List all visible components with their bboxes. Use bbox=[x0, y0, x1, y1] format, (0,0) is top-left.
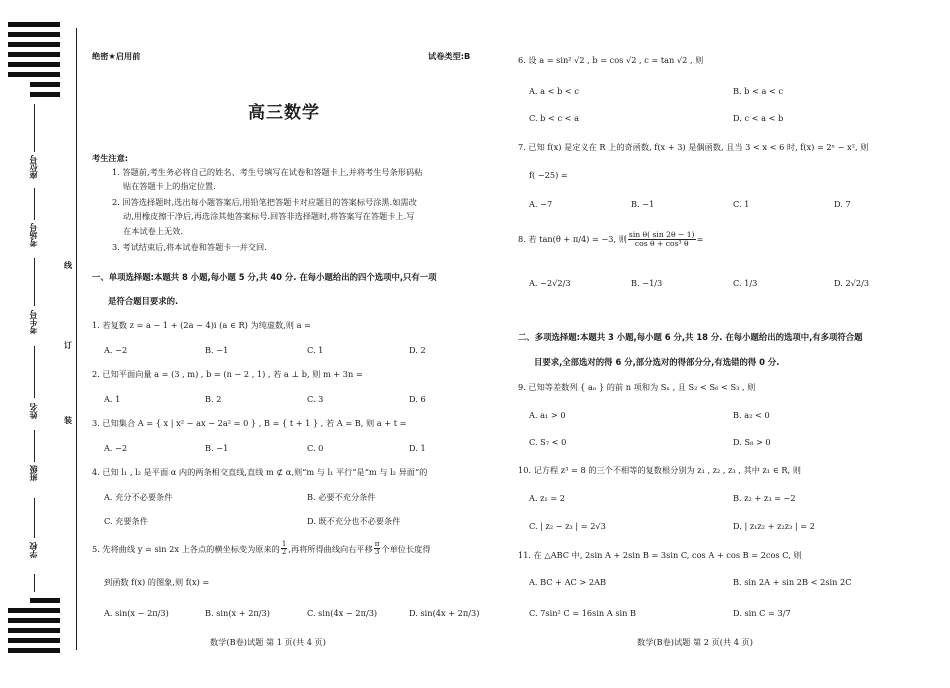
question-7-stem-cont: f( −25) = bbox=[529, 170, 568, 180]
q7-option-c: C. 1 bbox=[733, 199, 750, 209]
notice-line: 贴在答题卡上的指定位置. bbox=[123, 181, 216, 191]
q8-option-d: D. 2√2/3 bbox=[834, 278, 870, 288]
q3-option-c: C. 0 bbox=[307, 443, 324, 453]
fraction-pi-third: $\frac{\pi}{3}$ bbox=[374, 540, 380, 557]
binding-rule bbox=[76, 28, 77, 650]
q8-option-b: B. −1/3 bbox=[631, 278, 663, 288]
seal-bind-char: 订 bbox=[64, 341, 72, 350]
school-label: 学校 bbox=[29, 542, 38, 558]
q5-option-c: C. sin(4x − 2π/3) bbox=[307, 608, 378, 618]
q4-option-a: A. 充分不必要条件 bbox=[104, 492, 173, 502]
q9-option-c: C. S₇ < 0 bbox=[529, 437, 567, 447]
q2-option-a: A. 1 bbox=[104, 394, 121, 404]
q8-stem-part: 8. 若 tan(θ + π/4) = −3, 则 bbox=[518, 234, 627, 245]
notice-line: 1. 答题前,考生务必将自己的姓名、考生号填写在试卷和答题卡上,并将考生号条形码粘 bbox=[112, 167, 423, 177]
q11-option-a: A. BC + AC > 2AB bbox=[529, 577, 606, 587]
question-1-stem: 1. 若复数 z = a − 1 + (2a − 4)i (a ∈ R) 为纯虚数,则 a = bbox=[92, 320, 311, 330]
q7-option-a: A. −7 bbox=[529, 199, 553, 209]
section-1-heading-cont: 是符合题目要求的. bbox=[108, 296, 179, 306]
seal-line-char: 线 bbox=[64, 261, 72, 270]
paper-type: 试卷类型:B bbox=[428, 51, 471, 61]
q9-option-b: B. a₂ < 0 bbox=[733, 410, 770, 420]
seat-number-label: 座位号 bbox=[29, 155, 38, 179]
q4-option-d: D. 既不充分也不必要条件 bbox=[307, 516, 401, 526]
q3-option-b: B. −1 bbox=[205, 443, 229, 453]
exam-room-label: 考场号 bbox=[29, 223, 38, 247]
q3-option-a: A. −2 bbox=[104, 443, 128, 453]
q10-option-d: D. | z₁z₂ + z₂z₃ | = 2 bbox=[733, 521, 815, 531]
q4-option-b: B. 必要不充分条件 bbox=[307, 492, 376, 502]
q6-option-d: D. c < a < b bbox=[733, 113, 784, 123]
q9-option-d: D. S₈ > 0 bbox=[733, 437, 771, 447]
q8-fraction bbox=[628, 231, 696, 248]
notice-line: 3. 考试结束后,将本试卷和答题卡一并交回. bbox=[112, 242, 267, 252]
q1-option-c: C. 1 bbox=[307, 345, 324, 355]
q1-option-d: D. 2 bbox=[409, 345, 426, 355]
q10-option-c: C. | z₂ − z₃ | = 2√3 bbox=[529, 521, 606, 531]
question-7-stem: 7. 已知 f(x) 是定义在 R 上的奇函数, f(x + 3) 是偶函数, 且当 3 < x < 6 时, f(x) = 2ˣ − x², 则 bbox=[518, 142, 869, 152]
q2-option-b: B. 2 bbox=[205, 394, 222, 404]
page-1-footer: 数学(B卷)试题 第 1 页(共 4 页) bbox=[210, 637, 326, 647]
question-2-stem: 2. 已知平面向量 a = (3 , m) , b = (n − 2 , 1) , 若 a ⊥ b, 则 m + 3n = bbox=[92, 369, 363, 379]
q5-stem-part: 5. 先将曲线 y = sin 2x 上各点的横坐标变为原来的 bbox=[92, 543, 280, 554]
question-9-stem: 9. 已知等差数列 { aₙ } 的前 n 项和为 Sₙ , 且 S₂ < S₆ < S₃ , 则 bbox=[518, 382, 756, 392]
q5-option-d: D. sin(4x + 2π/3) bbox=[409, 608, 480, 618]
q8-option-a: A. −2√2/3 bbox=[529, 278, 571, 288]
q7-option-b: B. −1 bbox=[631, 199, 655, 209]
q11-option-b: B. sin 2A + sin 2B < 2sin 2C bbox=[733, 577, 852, 587]
question-11-stem: 11. 在 △ABC 中, 2sin A + 2sin B = 3sin C, cos A + cos B = 2cos C, 则 bbox=[518, 550, 802, 560]
confidential-mark: 绝密★启用前 bbox=[92, 51, 141, 61]
q7-option-d: D. 7 bbox=[834, 199, 851, 209]
class-label: 班级 bbox=[29, 465, 38, 481]
section-2-heading-cont: 目要求,全部选对的得 6 分,部分选对的得部分分,有选错的得 0 分. bbox=[534, 357, 780, 367]
question-6-stem: 6. 设 a = sin² √2 , b = cos √2 , c = tan √2 , 则 bbox=[518, 55, 704, 65]
question-5-stem bbox=[92, 541, 431, 557]
q11-option-d: D. sin C = 3/7 bbox=[733, 608, 791, 618]
notice-line: 动,用橡皮擦干净后,再选涂其他答案标号.回答非选择题时,将答案写在答题卡上.写 bbox=[123, 211, 415, 221]
q2-option-c: C. 3 bbox=[307, 394, 324, 404]
question-4-stem: 4. 已知 l₁ , l₂ 是平面 α 内的两条相交直线,直线 m ⊄ α,则“m 与 l₁ 平行”是“m 与 l₂ 异面”的 bbox=[92, 467, 428, 477]
q6-option-b: B. b < a < c bbox=[733, 86, 784, 96]
q5-option-b: B. sin(x + 2π/3) bbox=[205, 608, 270, 618]
q1-option-a: A. −2 bbox=[104, 345, 128, 355]
section-1-heading: 一、单项选择题:本题共 8 小题,每小题 5 分,共 40 分. 在每小题给出的四个选项中,只有一项 bbox=[92, 272, 437, 282]
seal-pack-char: 装 bbox=[64, 416, 72, 425]
q8-numerator: sin θ( sin 2θ − 1) bbox=[628, 230, 695, 239]
q4-option-c: C. 充要条件 bbox=[104, 516, 148, 526]
q10-option-b: B. z₂ + z₃ = −2 bbox=[733, 493, 796, 503]
q6-option-a: A. a < b < c bbox=[529, 86, 579, 96]
page-title: 高三数学 bbox=[248, 103, 320, 123]
q2-option-d: D. 6 bbox=[409, 394, 426, 404]
q10-option-a: A. z₁ = 2 bbox=[529, 493, 565, 503]
fraction-one-half: $\frac{1}{2}$ bbox=[281, 540, 287, 557]
section-2-heading: 二、多项选择题:本题共 3 小题,每小题 6 分,共 18 分. 在每小题给出的选项中,有多项符合题 bbox=[518, 332, 863, 342]
q5-stem-part: 个单位长度得 bbox=[381, 543, 431, 554]
question-8-stem: 8. 若 tan(θ + π/4) = −3, 则 $\frac{\text{sin θ( sin 2θ − 1)}}{\text{cos θ + cos³ θ}}$ = bbox=[518, 230, 704, 248]
q11-option-c: C. 7sin² C = 16sin A sin B bbox=[529, 608, 637, 618]
q3-option-d: D. 1 bbox=[409, 443, 426, 453]
q8-denominator: cos θ + cos³ θ bbox=[634, 238, 689, 248]
page-2-footer: 数学(B卷)试题 第 2 页(共 4 页) bbox=[637, 637, 753, 647]
q5-option-a: A. sin(x − 2π/3) bbox=[104, 608, 169, 618]
q9-option-a: A. a₁ > 0 bbox=[529, 410, 566, 420]
q5-stem-part: ,再将所得曲线向右平移 bbox=[288, 543, 373, 554]
question-10-stem: 10. 记方程 z³ = 8 的三个不相等的复数根分别为 z₁ , z₂ , z₃ , 其中 z₁ ∈ R, 则 bbox=[518, 465, 801, 475]
student-number-label: 考生号 bbox=[29, 310, 38, 334]
notice-line: 2. 回答选择题时,选出每小题答案后,用铅笔把答题卡对应题目的答案标号涂黑.如需改 bbox=[112, 197, 417, 207]
q8-option-c: C. 1/3 bbox=[733, 278, 758, 288]
question-3-stem: 3. 已知集合 A = { x | x² − ax − 2a² = 0 } , B = { t + 1 } , 若 A = B, 则 a + t = bbox=[92, 418, 407, 428]
q1-option-b: B. −1 bbox=[205, 345, 229, 355]
question-5-stem-cont: 到函数 f(x) 的图象,则 f(x) = bbox=[104, 577, 210, 587]
notice-line: 在本试卷上无效. bbox=[123, 226, 183, 236]
q6-option-c: C. b < c < a bbox=[529, 113, 580, 123]
notice-heading: 考生注意: bbox=[92, 153, 129, 163]
name-label: 姓名 bbox=[29, 403, 38, 419]
